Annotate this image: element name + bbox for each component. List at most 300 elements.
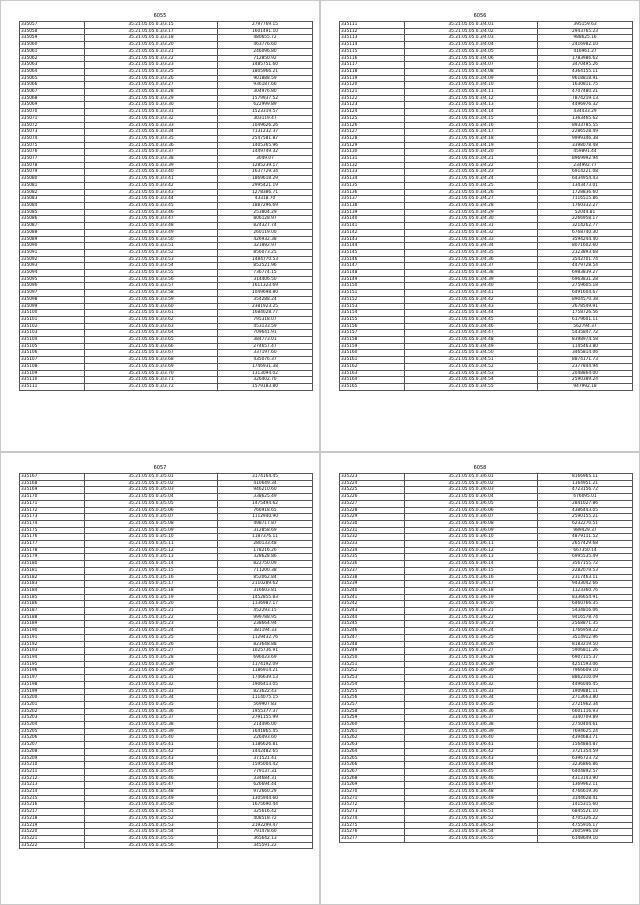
code-cell: 35.21.05.05.0.3/3.67 (85, 350, 218, 357)
code-cell: 35.21.05.05.0.3/5.46 (85, 775, 218, 782)
amount-cell: 1887296.69 (218, 202, 313, 209)
table-row (340, 122, 633, 129)
document-page-4 (320, 452, 640, 905)
amount-cell: 2266958.17 (538, 216, 633, 223)
code-cell: 35.21.05.05.0.3/4.02 (405, 28, 538, 35)
row-id-cell: 335269 (340, 782, 405, 789)
amount-cell: 823648.88 (218, 641, 313, 648)
table-row (20, 742, 313, 749)
amount-cell: 2377844.94 (538, 363, 633, 370)
row-id-cell: 335224 (340, 480, 405, 487)
code-cell: 35.21.05.05.0.3/5.49 (85, 795, 218, 802)
row-id-cell: 335207 (20, 742, 85, 749)
table-row (340, 129, 633, 136)
amount-cell: 459891.44 (538, 149, 633, 156)
table-row (20, 641, 313, 648)
table-row (340, 581, 633, 588)
code-cell: 35.21.05.05.0.3/5.25 (85, 634, 218, 641)
row-id-cell: 335165 (340, 383, 405, 390)
amount-cell: 214496.00 (218, 722, 313, 729)
code-cell: 35.21.05.05.0.3/3.30 (85, 102, 218, 109)
amount-cell: 6148649.10 (538, 835, 633, 842)
code-cell: 35.21.05.05.0.3/5.47 (85, 782, 218, 789)
row-id-cell: 335168 (20, 480, 85, 487)
table-row (340, 263, 633, 270)
amount-cell: 795318.07 (218, 316, 313, 323)
row-id-cell: 335275 (340, 822, 405, 829)
row-id-cell: 335133 (340, 169, 405, 176)
code-cell: 35.21.05.05.0.3/4.10 (405, 82, 538, 89)
code-cell: 35.21.05.05.0.3/5.12 (85, 547, 218, 554)
code-cell: 35.21.05.05.0.3/4.44 (405, 310, 538, 317)
amount-cell: 43318.70 (218, 196, 313, 203)
table-row (340, 587, 633, 594)
row-id-cell: 335111 (340, 22, 405, 29)
amount-cell: 1906413.05 (218, 681, 313, 688)
amount-cell: 4755916.17 (538, 822, 633, 829)
amount-cell: 1112940.90 (218, 514, 313, 521)
amount-cell: 2590155.21 (538, 514, 633, 521)
code-cell: 35.21.05.05.0.3/6.41 (405, 742, 538, 749)
amount-cell: 1760332.27 (538, 202, 633, 209)
row-id-cell: 335072 (20, 122, 85, 129)
code-cell: 35.21.05.05.0.3/6.25 (405, 634, 538, 641)
table-row (340, 520, 633, 527)
code-cell: 35.21.05.05.0.3/5.29 (85, 661, 218, 668)
table-row (340, 330, 633, 337)
amount-cell: 371521.41 (218, 755, 313, 762)
table-row (340, 323, 633, 330)
page-title: 6057 (153, 465, 167, 471)
amount-cell: 1164951.21 (538, 480, 633, 487)
row-id-cell: 335274 (340, 815, 405, 822)
amount-cell: 325616.42 (218, 809, 313, 816)
amount-cell: 326402.70 (218, 377, 313, 384)
code-cell: 35.21.05.05.0.3/3.69 (85, 363, 218, 370)
amount-cell: 337197.60 (218, 350, 313, 357)
row-id-cell: 335158 (340, 337, 405, 344)
code-cell: 35.21.05.05.0.3/3.28 (85, 89, 218, 96)
row-id-cell: 335184 (20, 587, 85, 594)
table-row (20, 835, 313, 842)
amount-cell: 8398974.58 (538, 337, 633, 344)
row-id-cell: 335119 (340, 75, 405, 82)
code-cell: 35.21.05.05.0.3/6.40 (405, 735, 538, 742)
row-id-cell: 335230 (340, 520, 405, 527)
table-row (340, 608, 633, 615)
table-row (340, 681, 633, 688)
amount-cell: 316603.81 (218, 587, 313, 594)
row-id-cell: 335217 (20, 809, 85, 816)
amount-cell: 435076.37 (218, 357, 313, 364)
code-cell: 35.21.05.05.0.3/6.34 (405, 695, 538, 702)
row-id-cell: 335257 (340, 701, 405, 708)
row-id-cell: 335059 (20, 35, 85, 42)
amount-cell: 338625.49 (218, 494, 313, 501)
amount-cell: 569907.83 (218, 701, 313, 708)
table-row (20, 263, 313, 270)
code-cell: 35.21.05.05.0.3/3.71 (85, 377, 218, 384)
row-id-cell: 335234 (340, 547, 405, 554)
row-id-cell: 335194 (20, 654, 85, 661)
row-id-cell: 335147 (340, 263, 405, 270)
amount-cell: 1186914.21 (218, 668, 313, 675)
amount-cell: 178216.26 (218, 547, 313, 554)
code-cell: 35.21.05.05.0.3/3.20 (85, 42, 218, 49)
table-row (20, 75, 313, 82)
table-row (20, 357, 313, 364)
table-row (340, 768, 633, 775)
table-row (340, 708, 633, 715)
row-id-cell: 335225 (340, 487, 405, 494)
table-row (340, 762, 633, 769)
amount-cell: 4479728.54 (538, 263, 633, 270)
table-row (20, 675, 313, 682)
amount-cell: 354288.24 (218, 296, 313, 303)
amount-cell: 1595004.42 (218, 762, 313, 769)
table-row (20, 283, 313, 290)
amount-cell: 1684028.77 (218, 310, 313, 317)
amount-cell: 1805966.21 (218, 68, 313, 75)
amount-cell: 4364155.11 (538, 68, 633, 75)
code-cell: 35.21.05.05.0.3/4.22 (405, 162, 538, 169)
code-cell: 35.21.05.05.0.3/4.09 (405, 75, 538, 82)
amount-cell: 416961.27 (538, 48, 633, 55)
code-cell: 35.21.05.05.0.3/5.54 (85, 829, 218, 836)
row-id-cell: 335150 (340, 283, 405, 290)
row-id-cell: 335076 (20, 149, 85, 156)
amount-cell: 1484770.53 (218, 256, 313, 263)
row-id-cell: 335247 (340, 634, 405, 641)
table-row (20, 330, 313, 337)
amount-cell: 972660.29 (218, 789, 313, 796)
code-cell: 35.21.05.05.0.3/4.52 (405, 363, 538, 370)
code-cell: 35.21.05.05.0.3/6.32 (405, 681, 538, 688)
table-row (340, 109, 633, 116)
row-id-cell: 335238 (340, 574, 405, 581)
code-cell: 35.21.05.05.0.3/3.60 (85, 303, 218, 310)
amount-cell: 2547581.87 (218, 135, 313, 142)
row-id-cell: 335071 (20, 115, 85, 122)
amount-cell: 1630811.75 (538, 82, 633, 89)
amount-cell: 1442482.65 (218, 748, 313, 755)
code-cell: 35.21.05.05.0.3/5.22 (85, 614, 218, 621)
table-row (20, 296, 313, 303)
code-cell: 35.21.05.05.0.3/5.33 (85, 688, 218, 695)
amount-cell: 1449749.32 (218, 149, 313, 156)
row-id-cell: 335180 (20, 561, 85, 568)
table-row (340, 115, 633, 122)
amount-cell: 52044.81 (538, 209, 633, 216)
row-id-cell: 335095 (20, 276, 85, 283)
code-cell: 35.21.05.05.0.3/5.38 (85, 722, 218, 729)
table-row (340, 48, 633, 55)
code-cell: 35.21.05.05.0.3/3.56 (85, 276, 218, 283)
row-id-cell: 335155 (340, 316, 405, 323)
row-id-cell: 335110 (20, 377, 85, 384)
amount-cell: 791478.60 (218, 829, 313, 836)
page-title: 6058 (473, 465, 487, 471)
table-row (20, 789, 313, 796)
code-cell: 35.21.05.05.0.3/5.03 (85, 487, 218, 494)
amount-cell: 2841027.86 (538, 500, 633, 507)
code-cell: 35.21.05.05.0.3/5.56 (85, 842, 218, 849)
row-id-cell: 335120 (340, 82, 405, 89)
table-row (20, 681, 313, 688)
code-cell: 35.21.05.05.0.3/4.18 (405, 135, 538, 142)
code-cell: 35.21.05.05.0.3/3.52 (85, 249, 218, 256)
amount-cell: 4386443.05 (538, 507, 633, 514)
amount-cell: 8183219.50 (538, 641, 633, 648)
row-id-cell: 335063 (20, 62, 85, 69)
table-row (340, 654, 633, 661)
table-row (340, 795, 633, 802)
code-cell: 35.21.05.05.0.3/3.68 (85, 357, 218, 364)
amount-cell: 3594244.40 (538, 236, 633, 243)
table-row (20, 42, 313, 49)
row-id-cell: 335162 (340, 363, 405, 370)
data-table (19, 473, 313, 849)
amount-cell: 3236866.86 (538, 762, 633, 769)
table-row (340, 236, 633, 243)
row-id-cell: 335181 (20, 567, 85, 574)
row-id-cell: 335109 (20, 370, 85, 377)
amount-cell: 384773.01 (218, 337, 313, 344)
table-row (20, 169, 313, 176)
row-id-cell: 335125 (340, 115, 405, 122)
amount-cell: 280133.48 (218, 541, 313, 548)
amount-cell: 999788.95 (218, 614, 313, 621)
table-row (20, 276, 313, 283)
code-cell: 35.21.05.05.0.3/3.65 (85, 337, 218, 344)
code-cell: 35.21.05.05.0.3/5.55 (85, 835, 218, 842)
code-cell: 35.21.05.05.0.3/4.17 (405, 129, 538, 136)
row-id-cell: 335145 (340, 249, 405, 256)
row-id-cell: 335175 (20, 527, 85, 534)
row-id-cell: 335193 (20, 648, 85, 655)
table-row (20, 494, 313, 501)
row-id-cell: 335121 (340, 89, 405, 96)
amount-cell: 6914221.08 (538, 169, 633, 176)
code-cell: 35.21.05.05.0.3/5.40 (85, 735, 218, 742)
amount-cell: 426932.38 (218, 236, 313, 243)
amount-cell: 321892.97 (218, 243, 313, 250)
code-cell: 35.21.05.05.0.3/3.57 (85, 283, 218, 290)
amount-cell: 9999346.38 (538, 135, 633, 142)
amount-cell: 1579183.80 (218, 383, 313, 390)
code-cell: 35.21.05.05.0.3/6.06 (405, 507, 538, 514)
code-cell: 35.21.05.05.0.3/3.18 (85, 35, 218, 42)
amount-cell: 8071602.60 (538, 243, 633, 250)
row-id-cell: 335228 (340, 507, 405, 514)
amount-cell: 1186626.81 (218, 742, 313, 749)
code-cell: 35.21.05.05.0.3/4.20 (405, 149, 538, 156)
row-id-cell: 335200 (20, 695, 85, 702)
amount-cell: 312858.69 (218, 527, 313, 534)
table-row (20, 755, 313, 762)
amount-cell: 2678549.91 (538, 303, 633, 310)
table-row (20, 708, 313, 715)
amount-cell: 1415315.60 (538, 802, 633, 809)
row-id-cell: 335123 (340, 102, 405, 109)
page-title: 6056 (473, 13, 487, 19)
row-id-cell: 335209 (20, 755, 85, 762)
code-cell: 35.21.05.05.0.3/6.27 (405, 648, 538, 655)
table-row (20, 574, 313, 581)
code-cell: 35.21.05.05.0.3/3.32 (85, 115, 218, 122)
table-row (340, 802, 633, 809)
code-cell: 35.21.05.05.0.3/6.37 (405, 715, 538, 722)
code-cell: 35.21.05.05.0.3/6.46 (405, 775, 538, 782)
row-id-cell: 335242 (340, 601, 405, 608)
row-id-cell: 335216 (20, 802, 85, 809)
table-row (20, 594, 313, 601)
code-cell: 35.21.05.05.0.3/3.45 (85, 202, 218, 209)
row-id-cell: 335196 (20, 668, 85, 675)
amount-cell: 5906811.26 (538, 648, 633, 655)
amount-cell: 3398078.48 (538, 142, 633, 149)
table-row (20, 547, 313, 554)
code-cell: 35.21.05.05.0.3/6.51 (405, 809, 538, 816)
table-row (20, 109, 313, 116)
table-row (20, 829, 313, 836)
amount-cell: 667350.14 (538, 547, 633, 554)
table-row (20, 782, 313, 789)
code-cell: 35.21.05.05.0.3/6.21 (405, 608, 538, 615)
row-id-cell: 335161 (340, 357, 405, 364)
row-id-cell: 335086 (20, 216, 85, 223)
code-cell: 35.21.05.05.0.3/6.20 (405, 601, 538, 608)
row-id-cell: 335197 (20, 675, 85, 682)
table-row (340, 782, 633, 789)
amount-cell: 988625.16 (538, 35, 633, 42)
table-row (340, 648, 633, 655)
table-row (340, 668, 633, 675)
row-id-cell: 335075 (20, 142, 85, 149)
table-row (20, 35, 313, 42)
amount-cell: 1114075.15 (218, 695, 313, 702)
amount-cell: 6460766.35 (538, 601, 633, 608)
table-row (340, 82, 633, 89)
amount-cell: 3567155.72 (538, 561, 633, 568)
code-cell: 35.21.05.05.0.3/3.48 (85, 223, 218, 230)
amount-cell: 226493.60 (218, 735, 313, 742)
row-id-cell: 335259 (340, 715, 405, 722)
amount-cell: 8933785.55 (538, 122, 633, 129)
row-id-cell: 335186 (20, 601, 85, 608)
row-id-cell: 335080 (20, 176, 85, 183)
amount-cell: 6845521.10 (538, 809, 633, 816)
code-cell: 35.21.05.05.0.3/6.09 (405, 527, 538, 534)
table-row (20, 363, 313, 370)
amount-cell: 6491604.67 (538, 290, 633, 297)
table-row (340, 135, 633, 142)
code-cell: 35.21.05.05.0.3/5.39 (85, 728, 218, 735)
table-row (340, 377, 633, 384)
table-row (20, 142, 313, 149)
row-id-cell: 335222 (20, 842, 85, 849)
table-row (340, 95, 633, 102)
table-row (20, 661, 313, 668)
row-id-cell: 335058 (20, 28, 85, 35)
table-row (20, 648, 313, 655)
code-cell: 35.21.05.05.0.3/5.45 (85, 768, 218, 775)
code-cell: 35.21.05.05.0.3/5.15 (85, 567, 218, 574)
amount-cell: 8862310.09 (538, 675, 633, 682)
row-id-cell: 335214 (20, 789, 85, 796)
code-cell: 35.21.05.05.0.3/4.54 (405, 377, 538, 384)
row-id-cell: 335118 (340, 68, 405, 75)
table-row (340, 594, 633, 601)
code-cell: 35.21.05.05.0.3/3.40 (85, 169, 218, 176)
table-row (340, 822, 633, 829)
row-id-cell: 335204 (20, 722, 85, 729)
code-cell: 35.21.05.05.0.3/3.51 (85, 243, 218, 250)
table-row (20, 162, 313, 169)
table-row (20, 383, 313, 390)
amount-cell: 9433042.66 (538, 581, 633, 588)
code-cell: 35.21.05.05.0.3/5.02 (85, 480, 218, 487)
code-cell: 35.21.05.05.0.3/5.23 (85, 621, 218, 628)
row-id-cell: 335191 (20, 634, 85, 641)
code-cell: 35.21.05.05.0.3/3.43 (85, 189, 218, 196)
code-cell: 35.21.05.05.0.3/5.04 (85, 494, 218, 501)
amount-cell: 2317463.11 (538, 574, 633, 581)
amount-cell: 6983839.27 (538, 270, 633, 277)
table-row (340, 243, 633, 250)
table-row (340, 357, 633, 364)
amount-cell: 381194.33 (218, 628, 313, 635)
table-row (20, 303, 313, 310)
row-id-cell: 335231 (340, 527, 405, 534)
row-id-cell: 335104 (20, 337, 85, 344)
amount-cell: 852521.96 (218, 263, 313, 270)
amount-cell: 1758726.56 (538, 310, 633, 317)
code-cell: 35.21.05.05.0.3/5.10 (85, 534, 218, 541)
row-id-cell: 335141 (340, 223, 405, 230)
table-row (340, 363, 633, 370)
code-cell: 35.21.05.05.0.3/5.44 (85, 762, 218, 769)
row-id-cell: 335218 (20, 815, 85, 822)
table-row (340, 722, 633, 729)
code-cell: 35.21.05.05.0.3/4.03 (405, 35, 538, 42)
amount-cell: 3514912.96 (538, 634, 633, 641)
amount-cell: 2657429.68 (538, 541, 633, 548)
amount-cell: 696023.69 (218, 654, 313, 661)
row-id-cell: 335267 (340, 768, 405, 775)
amount-cell: 1363465.62 (538, 115, 633, 122)
row-id-cell: 335173 (20, 514, 85, 521)
amount-cell: 6434954.43 (538, 176, 633, 183)
row-id-cell: 335253 (340, 675, 405, 682)
row-id-cell: 335137 (340, 196, 405, 203)
code-cell: 35.21.05.05.0.3/3.41 (85, 176, 218, 183)
amount-cell: 3465814.06 (538, 350, 633, 357)
amount-cell: 2750404.61 (538, 722, 633, 729)
amount-cell: 1305944.60 (218, 795, 313, 802)
table-row (340, 815, 633, 822)
row-id-cell: 335227 (340, 500, 405, 507)
amount-cell: 822750.09 (218, 561, 313, 568)
table-row (340, 567, 633, 574)
table-row (20, 323, 313, 330)
amount-cell: 2791155.99 (218, 715, 313, 722)
document-page-3 (0, 452, 320, 905)
row-id-cell: 335240 (340, 587, 405, 594)
amount-cell: 7874219.13 (538, 95, 633, 102)
amount-cell: 8336654.91 (538, 594, 633, 601)
row-id-cell: 335142 (340, 229, 405, 236)
